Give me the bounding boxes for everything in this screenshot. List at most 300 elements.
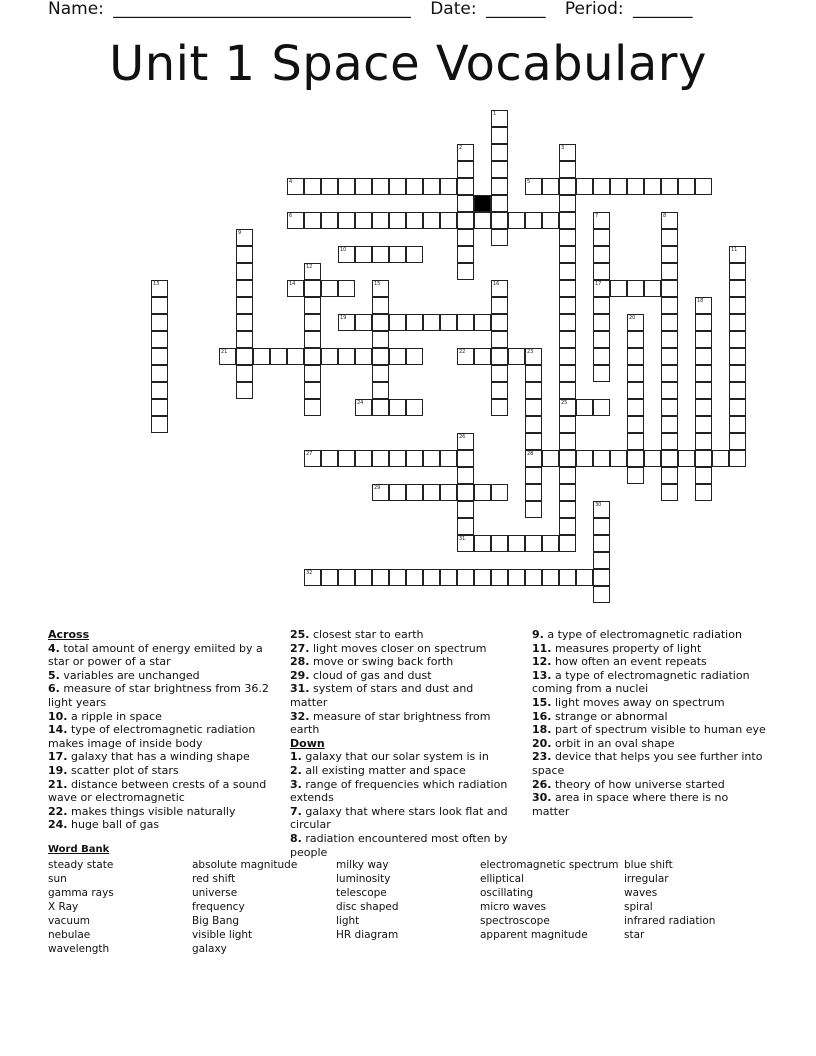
grid-cell[interactable]: [491, 110, 508, 127]
grid-cell[interactable]: [542, 569, 559, 586]
grid-cell[interactable]: [559, 416, 576, 433]
grid-cell[interactable]: [627, 365, 644, 382]
grid-cell[interactable]: [321, 178, 338, 195]
grid-cell[interactable]: [236, 229, 253, 246]
grid-cell[interactable]: [525, 535, 542, 552]
grid-cell[interactable]: [729, 450, 746, 467]
grid-cell[interactable]: [440, 314, 457, 331]
grid-cell[interactable]: [661, 212, 678, 229]
grid-cell[interactable]: [661, 433, 678, 450]
grid-cell[interactable]: [338, 450, 355, 467]
grid-cell[interactable]: [389, 212, 406, 229]
grid-cell[interactable]: [508, 212, 525, 229]
grid-cell[interactable]: [457, 348, 474, 365]
grid-cell[interactable]: [491, 331, 508, 348]
grid-cell[interactable]: [542, 212, 559, 229]
grid-cell[interactable]: [236, 331, 253, 348]
grid-cell[interactable]: [474, 484, 491, 501]
grid-cell[interactable]: [559, 246, 576, 263]
grid-cell[interactable]: [559, 144, 576, 161]
grid-cell[interactable]: [440, 212, 457, 229]
grid-cell[interactable]: [695, 416, 712, 433]
grid-cell[interactable]: [287, 348, 304, 365]
grid-cell[interactable]: [372, 365, 389, 382]
grid-cell[interactable]: [372, 450, 389, 467]
grid-cell[interactable]: [355, 246, 372, 263]
grid-cell[interactable]: [423, 314, 440, 331]
grid-cell[interactable]: [661, 229, 678, 246]
grid-cell[interactable]: [491, 144, 508, 161]
grid-cell[interactable]: [695, 331, 712, 348]
grid-cell[interactable]: [236, 246, 253, 263]
grid-cell[interactable]: [525, 569, 542, 586]
grid-cell[interactable]: [372, 280, 389, 297]
grid-cell[interactable]: [593, 399, 610, 416]
grid-cell[interactable]: [355, 450, 372, 467]
grid-cell[interactable]: [236, 348, 253, 365]
grid-cell[interactable]: [304, 331, 321, 348]
grid-cell[interactable]: [355, 212, 372, 229]
grid-cell[interactable]: [729, 314, 746, 331]
grid-cell[interactable]: [593, 586, 610, 603]
clue-number: 9.: [532, 628, 544, 641]
grid-cell[interactable]: [729, 416, 746, 433]
grid-cell[interactable]: [559, 263, 576, 280]
grid-cell[interactable]: [627, 280, 644, 297]
grid-cell[interactable]: [474, 535, 491, 552]
grid-cell[interactable]: [525, 365, 542, 382]
grid-cell[interactable]: [678, 450, 695, 467]
grid-cell[interactable]: [559, 161, 576, 178]
grid-cell[interactable]: [355, 569, 372, 586]
grid-cell[interactable]: [729, 246, 746, 263]
grid-cell[interactable]: [559, 348, 576, 365]
grid-cell[interactable]: [491, 195, 508, 212]
grid-cell[interactable]: [593, 365, 610, 382]
grid-cell[interactable]: [151, 399, 168, 416]
grid-cell[interactable]: [559, 569, 576, 586]
grid-cell[interactable]: [457, 433, 474, 450]
grid-cell[interactable]: [304, 569, 321, 586]
grid-cell[interactable]: [338, 348, 355, 365]
grid-cell[interactable]: [695, 484, 712, 501]
grid-cell[interactable]: [593, 246, 610, 263]
grid-cell[interactable]: [304, 314, 321, 331]
grid-cell[interactable]: [491, 229, 508, 246]
grid-cell[interactable]: [695, 467, 712, 484]
grid-cell[interactable]: [287, 280, 304, 297]
grid-cell[interactable]: [661, 263, 678, 280]
grid-cell[interactable]: [236, 280, 253, 297]
grid-cell[interactable]: [440, 178, 457, 195]
grid-cell[interactable]: [729, 348, 746, 365]
grid-cell[interactable]: [253, 348, 270, 365]
grid-cell[interactable]: [491, 569, 508, 586]
grid-cell[interactable]: [627, 382, 644, 399]
grid-cell[interactable]: [559, 467, 576, 484]
grid-cell[interactable]: [355, 178, 372, 195]
grid-cell[interactable]: [491, 399, 508, 416]
grid-cell[interactable]: [304, 178, 321, 195]
grid-cell[interactable]: [151, 297, 168, 314]
grid-cell[interactable]: [457, 535, 474, 552]
grid-cell[interactable]: [440, 484, 457, 501]
grid-cell[interactable]: [423, 450, 440, 467]
grid-cell[interactable]: [627, 331, 644, 348]
grid-cell[interactable]: [491, 535, 508, 552]
grid-cell[interactable]: [338, 314, 355, 331]
grid-cell[interactable]: [304, 212, 321, 229]
grid-cell[interactable]: [644, 178, 661, 195]
grid-cell[interactable]: [661, 246, 678, 263]
grid-cell[interactable]: [219, 348, 236, 365]
grid-cell[interactable]: [729, 382, 746, 399]
grid-cell[interactable]: [287, 212, 304, 229]
grid-cell[interactable]: [406, 348, 423, 365]
grid-cell[interactable]: [304, 280, 321, 297]
grid-cell[interactable]: [457, 212, 474, 229]
grid-cell[interactable]: [338, 569, 355, 586]
grid-cell[interactable]: [678, 178, 695, 195]
grid-cell[interactable]: [559, 314, 576, 331]
grid-cell[interactable]: [729, 399, 746, 416]
grid-cell[interactable]: [321, 280, 338, 297]
grid-cell[interactable]: [508, 348, 525, 365]
grid-cell[interactable]: [525, 212, 542, 229]
grid-cell[interactable]: [457, 484, 474, 501]
grid-cell[interactable]: [695, 297, 712, 314]
grid-cell[interactable]: [406, 484, 423, 501]
grid-cell[interactable]: [525, 450, 542, 467]
grid-cell[interactable]: [236, 314, 253, 331]
grid-cell[interactable]: [457, 501, 474, 518]
grid-cell[interactable]: [372, 569, 389, 586]
grid-cell[interactable]: [559, 212, 576, 229]
grid-cell[interactable]: [593, 263, 610, 280]
grid-cell[interactable]: [304, 450, 321, 467]
grid-cell[interactable]: [525, 382, 542, 399]
name-blank[interactable]: ___________________________________: [113, 0, 411, 19]
grid-cell[interactable]: [474, 314, 491, 331]
grid-cell[interactable]: [593, 518, 610, 535]
grid-cell[interactable]: [491, 382, 508, 399]
grid-cell[interactable]: [661, 331, 678, 348]
grid-cell[interactable]: [729, 331, 746, 348]
grid-cell[interactable]: [593, 212, 610, 229]
grid-cell[interactable]: [627, 450, 644, 467]
grid-cell[interactable]: [593, 297, 610, 314]
grid-cell[interactable]: [372, 348, 389, 365]
grid-cell[interactable]: [423, 212, 440, 229]
grid-cell[interactable]: [729, 263, 746, 280]
grid-cell[interactable]: [559, 518, 576, 535]
grid-cell[interactable]: [151, 314, 168, 331]
grid-cell[interactable]: [661, 348, 678, 365]
grid-cell[interactable]: [304, 399, 321, 416]
grid-cell[interactable]: [559, 280, 576, 297]
grid-cell[interactable]: [559, 195, 576, 212]
grid-cell[interactable]: [372, 212, 389, 229]
grid-cell[interactable]: [151, 382, 168, 399]
grid-cell[interactable]: [695, 365, 712, 382]
grid-cell[interactable]: [661, 382, 678, 399]
grid-cell[interactable]: [593, 552, 610, 569]
grid-cell[interactable]: [729, 280, 746, 297]
grid-cell[interactable]: [525, 501, 542, 518]
grid-cell[interactable]: [525, 484, 542, 501]
grid-cell[interactable]: [355, 348, 372, 365]
grid-cell[interactable]: [644, 280, 661, 297]
grid-cell[interactable]: [661, 467, 678, 484]
grid-cell[interactable]: [559, 229, 576, 246]
grid-cell[interactable]: [372, 314, 389, 331]
grid-cell[interactable]: [491, 297, 508, 314]
grid-cell[interactable]: [559, 297, 576, 314]
grid-cell[interactable]: [661, 450, 678, 467]
grid-cell[interactable]: [729, 365, 746, 382]
grid-cell[interactable]: [593, 450, 610, 467]
grid-cell[interactable]: [389, 450, 406, 467]
grid-cell[interactable]: [389, 399, 406, 416]
grid-cell[interactable]: [661, 399, 678, 416]
grid-cell[interactable]: [440, 569, 457, 586]
grid-cell[interactable]: [372, 331, 389, 348]
grid-cell[interactable]: [406, 178, 423, 195]
grid-cell[interactable]: [559, 178, 576, 195]
across-clue: [48, 642, 270, 669]
grid-cell[interactable]: [593, 535, 610, 552]
grid-cell[interactable]: [559, 535, 576, 552]
grid-cell[interactable]: [610, 178, 627, 195]
grid-cell[interactable]: [661, 365, 678, 382]
word-bank-entry: blue shift: [624, 859, 673, 871]
cell-number: 9: [238, 230, 242, 236]
grid-cell[interactable]: [457, 450, 474, 467]
grid-cell[interactable]: [525, 178, 542, 195]
grid-cell[interactable]: [593, 280, 610, 297]
grid-cell[interactable]: [695, 399, 712, 416]
grid-cell[interactable]: [491, 314, 508, 331]
grid-cell[interactable]: [661, 484, 678, 501]
grid-cell[interactable]: [695, 178, 712, 195]
grid-cell[interactable]: [457, 569, 474, 586]
grid-cell[interactable]: [372, 297, 389, 314]
grid-cell[interactable]: [389, 484, 406, 501]
grid-cell[interactable]: [525, 399, 542, 416]
grid-cell[interactable]: [440, 450, 457, 467]
grid-cell[interactable]: [474, 348, 491, 365]
grid-cell[interactable]: [406, 246, 423, 263]
grid-cell[interactable]: [304, 365, 321, 382]
grid-cell[interactable]: [151, 365, 168, 382]
grid-cell[interactable]: [508, 535, 525, 552]
grid-cell[interactable]: [491, 127, 508, 144]
grid-cell[interactable]: [355, 314, 372, 331]
grid-cell[interactable]: [525, 467, 542, 484]
clue-text: radiation encountered most often by people: [290, 831, 508, 859]
grid-cell[interactable]: [559, 382, 576, 399]
grid-cell[interactable]: [576, 399, 593, 416]
grid-cell[interactable]: [457, 195, 474, 212]
grid-cell[interactable]: [474, 212, 491, 229]
grid-cell[interactable]: [406, 450, 423, 467]
grid-cell[interactable]: [695, 314, 712, 331]
grid-cell[interactable]: [423, 569, 440, 586]
grid-cell[interactable]: [321, 450, 338, 467]
grid-cell[interactable]: [729, 433, 746, 450]
grid-cell[interactable]: [576, 569, 593, 586]
across-clue: [48, 723, 270, 750]
grid-cell[interactable]: [389, 348, 406, 365]
grid-cell[interactable]: [661, 314, 678, 331]
grid-cell[interactable]: [406, 314, 423, 331]
grid-cell[interactable]: [321, 212, 338, 229]
grid-cell[interactable]: [627, 399, 644, 416]
grid-cell[interactable]: [406, 569, 423, 586]
grid-cell[interactable]: [576, 178, 593, 195]
grid-cell[interactable]: [406, 212, 423, 229]
grid-cell[interactable]: [593, 569, 610, 586]
grid-cell[interactable]: [491, 348, 508, 365]
grid-cell[interactable]: [559, 433, 576, 450]
grid-cell[interactable]: [593, 314, 610, 331]
clue-number: 2.: [290, 763, 302, 777]
grid-cell[interactable]: [151, 416, 168, 433]
clue-text: measures property of light: [551, 641, 702, 655]
grid-cell[interactable]: [151, 348, 168, 365]
across-clue: [290, 642, 514, 656]
grid-cell[interactable]: [321, 569, 338, 586]
grid-cell[interactable]: [372, 178, 389, 195]
grid-cell[interactable]: [542, 178, 559, 195]
period-blank[interactable]: _______: [633, 0, 693, 19]
grid-cell[interactable]: [644, 450, 661, 467]
grid-cell[interactable]: [729, 297, 746, 314]
cell-number: 21: [221, 349, 228, 355]
grid-cell[interactable]: [593, 178, 610, 195]
grid-cell[interactable]: [593, 501, 610, 518]
grid-cell[interactable]: [372, 382, 389, 399]
grid-cell[interactable]: [423, 484, 440, 501]
grid-cell[interactable]: [695, 433, 712, 450]
grid-cell[interactable]: [542, 450, 559, 467]
grid-cell[interactable]: [661, 280, 678, 297]
grid-cell[interactable]: [389, 569, 406, 586]
grid-cell[interactable]: [457, 229, 474, 246]
grid-cell[interactable]: [236, 263, 253, 280]
grid-cell[interactable]: [457, 246, 474, 263]
across-clue: [48, 764, 270, 778]
grid-cell[interactable]: [559, 399, 576, 416]
grid-cell[interactable]: [610, 450, 627, 467]
grid-cell[interactable]: [457, 263, 474, 280]
grid-cell[interactable]: [542, 535, 559, 552]
grid-cell[interactable]: [474, 569, 491, 586]
grid-cell[interactable]: [491, 161, 508, 178]
grid-cell[interactable]: [576, 450, 593, 467]
grid-cell[interactable]: [338, 178, 355, 195]
grid-cell[interactable]: [151, 280, 168, 297]
grid-cell[interactable]: [627, 467, 644, 484]
grid-cell[interactable]: [236, 297, 253, 314]
grid-cell[interactable]: [559, 484, 576, 501]
grid-cell[interactable]: [372, 246, 389, 263]
grid-cell[interactable]: [457, 314, 474, 331]
grid-cell[interactable]: [627, 178, 644, 195]
grid-cell[interactable]: [559, 501, 576, 518]
grid-cell[interactable]: [338, 212, 355, 229]
grid-cell[interactable]: [304, 263, 321, 280]
grid-cell[interactable]: [593, 229, 610, 246]
cell-number: 30: [595, 502, 602, 508]
date-blank[interactable]: _______: [485, 0, 546, 19]
grid-cell[interactable]: [321, 348, 338, 365]
grid-cell[interactable]: [287, 178, 304, 195]
grid-cell[interactable]: [457, 161, 474, 178]
grid-cell[interactable]: [457, 467, 474, 484]
grid-cell[interactable]: [151, 331, 168, 348]
grid-cell[interactable]: [236, 382, 253, 399]
grid-cell[interactable]: [338, 246, 355, 263]
grid-cell[interactable]: [491, 280, 508, 297]
grid-cell[interactable]: [270, 348, 287, 365]
grid-cell[interactable]: [389, 246, 406, 263]
grid-cell[interactable]: [406, 399, 423, 416]
grid-cell[interactable]: [304, 297, 321, 314]
grid-cell[interactable]: [712, 450, 729, 467]
grid-cell[interactable]: [423, 178, 440, 195]
grid-cell[interactable]: [695, 348, 712, 365]
grid-cell[interactable]: [661, 178, 678, 195]
grid-cell[interactable]: [236, 365, 253, 382]
grid-cell[interactable]: [457, 178, 474, 195]
grid-cell[interactable]: [593, 348, 610, 365]
grid-cell[interactable]: [627, 314, 644, 331]
grid-cell[interactable]: [491, 484, 508, 501]
down-clue: [532, 669, 768, 696]
grid-cell[interactable]: [610, 280, 627, 297]
grid-cell[interactable]: [559, 450, 576, 467]
grid-cell[interactable]: [491, 178, 508, 195]
grid-cell[interactable]: [661, 416, 678, 433]
grid-cell[interactable]: [559, 365, 576, 382]
grid-cell[interactable]: [627, 433, 644, 450]
grid-cell[interactable]: [457, 518, 474, 535]
grid-cell[interactable]: [491, 365, 508, 382]
grid-cell[interactable]: [304, 348, 321, 365]
grid-cell[interactable]: [389, 314, 406, 331]
grid-cell[interactable]: [457, 144, 474, 161]
grid-cell[interactable]: [627, 416, 644, 433]
grid-cell[interactable]: [304, 382, 321, 399]
grid-cell[interactable]: [372, 399, 389, 416]
grid-cell[interactable]: [338, 280, 355, 297]
grid-cell[interactable]: [593, 331, 610, 348]
grid-cell[interactable]: [525, 416, 542, 433]
grid-cell[interactable]: [525, 348, 542, 365]
grid-cell[interactable]: [559, 331, 576, 348]
grid-cell[interactable]: [661, 297, 678, 314]
grid-cell[interactable]: [508, 569, 525, 586]
grid-cell[interactable]: [355, 399, 372, 416]
grid-cell[interactable]: [491, 212, 508, 229]
grid-cell[interactable]: [525, 433, 542, 450]
grid-cell[interactable]: [695, 450, 712, 467]
grid-cell[interactable]: [372, 484, 389, 501]
grid-cell[interactable]: [389, 178, 406, 195]
grid-cell[interactable]: [695, 382, 712, 399]
grid-cell[interactable]: [627, 348, 644, 365]
